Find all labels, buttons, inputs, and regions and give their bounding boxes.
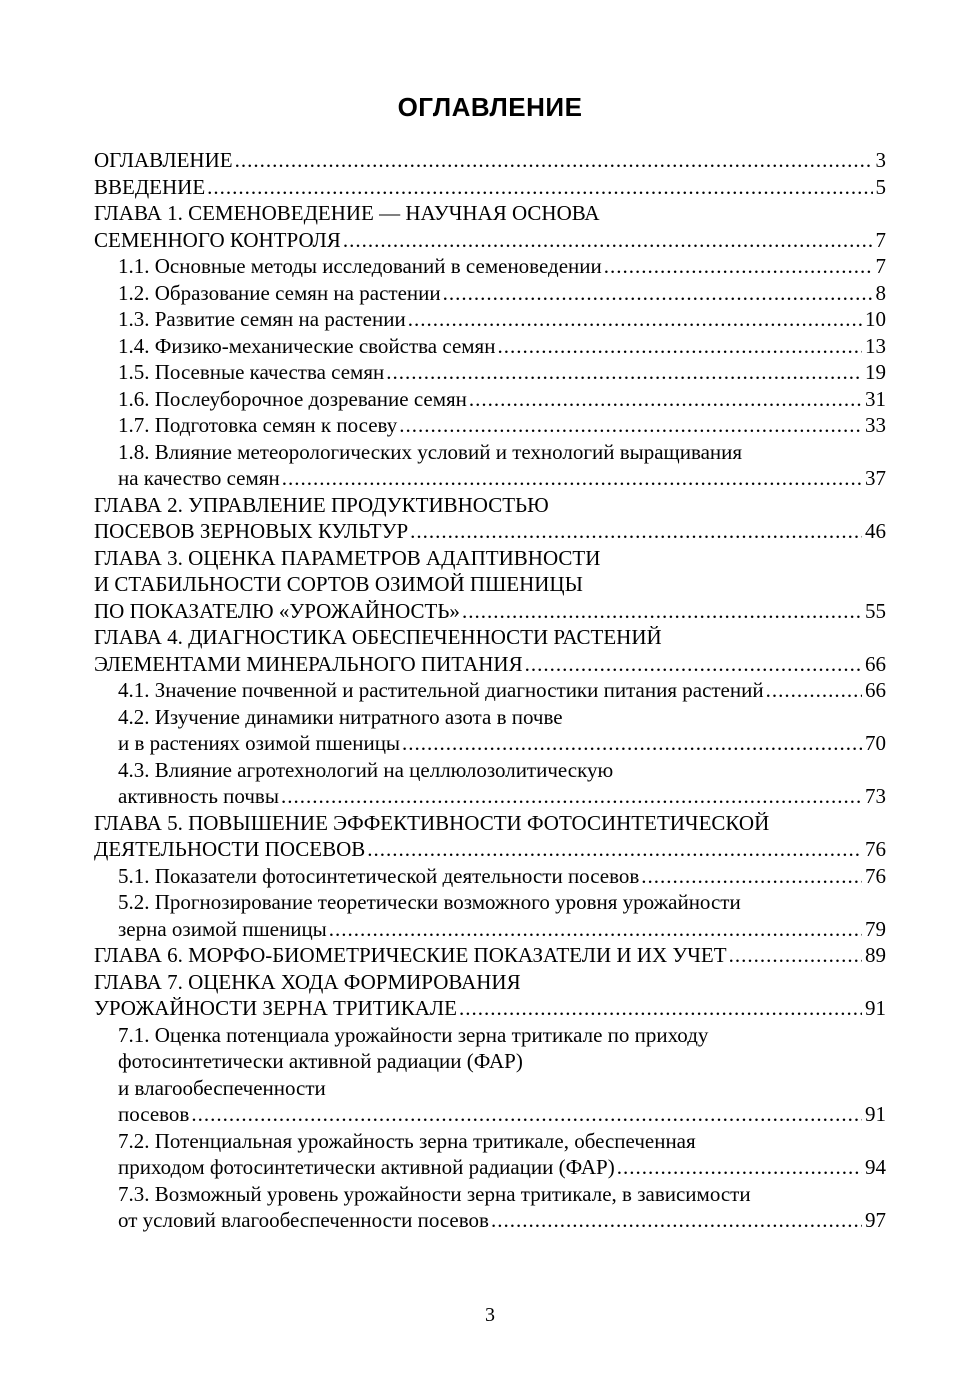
toc-page-number: 70 bbox=[865, 731, 886, 755]
toc-page-number: 76 bbox=[865, 837, 886, 861]
toc-page-number: 91 bbox=[865, 1102, 886, 1126]
toc-entry-text: 1.4. Физико-механические свойства семян bbox=[118, 333, 496, 358]
toc-entry[interactable] bbox=[94, 942, 886, 969]
toc-entry-text: фотосинтетически активной радиации (ФАР) bbox=[118, 1049, 523, 1073]
dot-leader bbox=[641, 863, 862, 890]
dot-leader bbox=[525, 651, 862, 678]
toc-entry-text: 4.3. Влияние агротехнологий на целлюлозолитическую bbox=[118, 757, 614, 782]
dot-leader bbox=[766, 677, 862, 704]
toc-entry-last-line bbox=[94, 518, 886, 545]
dot-leader bbox=[281, 783, 862, 810]
toc-entry-last-line bbox=[118, 412, 886, 439]
toc-page-number: 7 bbox=[875, 254, 886, 278]
toc-entry-text: 1.8. Влияние метеорологических условий и технологий выращивания bbox=[118, 439, 743, 464]
toc-entry[interactable] bbox=[94, 969, 886, 1022]
toc-entry-text: ЭЛЕМЕНТАМИ МИНЕРАЛЬНОГО ПИТАНИЯ bbox=[94, 651, 523, 676]
toc-page-number: 19 bbox=[865, 360, 886, 384]
toc-page-number: 91 bbox=[865, 996, 886, 1020]
toc-entry-text: 4.2. Изучение динамики нитратного азота в почве bbox=[118, 704, 563, 729]
toc-entry-text: ДЕЯТЕЛЬНОСТИ ПОСЕВОВ bbox=[94, 837, 366, 861]
toc-entry-text: 1.5. Посевные качества семян bbox=[118, 360, 385, 384]
toc-entry-text: СЕМЕННОГО КОНТРОЛЯ bbox=[94, 227, 341, 252]
dot-leader bbox=[402, 730, 862, 757]
toc-entry-text: 7.3. Возможный уровень урожайности зерна тритикале, в зависимости bbox=[118, 1181, 751, 1206]
dot-leader bbox=[497, 333, 862, 360]
toc-entry[interactable] bbox=[118, 889, 886, 942]
toc-page-number: 3 bbox=[875, 148, 886, 172]
toc-entry-last-line bbox=[94, 598, 886, 625]
toc-entry-text: 5.2. Прогнозирование теоретически возможного уровня урожайности bbox=[118, 890, 741, 914]
toc-entry[interactable] bbox=[118, 677, 886, 704]
toc-entry-text: посевов bbox=[118, 1102, 190, 1126]
toc-entry-text: ГЛАВА 6. МОРФО-БИОМЕТРИЧЕСКИЕ ПОКАЗАТЕЛИ И ИХ УЧЕТ bbox=[94, 943, 727, 967]
dot-leader bbox=[410, 518, 862, 545]
toc-entry-last-line bbox=[118, 359, 886, 386]
toc-entry-last-line bbox=[118, 306, 886, 333]
toc-page-number: 79 bbox=[865, 916, 886, 941]
toc-entry-text: И СТАБИЛЬНОСТИ СОРТОВ ОЗИМОЙ ПШЕНИЦЫ bbox=[94, 572, 583, 596]
toc-entry[interactable] bbox=[118, 704, 886, 757]
toc-entry-last-line bbox=[94, 227, 886, 254]
toc-entry-last-line bbox=[94, 942, 886, 969]
toc-entry-text: ОГЛАВЛЕНИЕ bbox=[94, 148, 233, 172]
toc-entry-last-line bbox=[118, 1207, 886, 1234]
toc-page-number: 89 bbox=[865, 943, 886, 967]
toc-entry-last-line bbox=[94, 147, 886, 174]
toc-entry-last-line bbox=[118, 783, 886, 810]
toc-entry[interactable] bbox=[94, 147, 886, 174]
dot-leader bbox=[329, 916, 862, 943]
toc-entry-text: зерна озимой пшеницы bbox=[118, 916, 327, 941]
toc-entry-text: ГЛАВА 3. ОЦЕНКА ПАРАМЕТРОВ АДАПТИВНОСТИ bbox=[94, 545, 601, 570]
dot-leader bbox=[491, 1207, 862, 1234]
dot-leader bbox=[469, 386, 862, 413]
toc-entry-text: 7.1. Оценка потенциала урожайности зерна тритикале по приходу bbox=[118, 1022, 709, 1047]
toc-entry[interactable] bbox=[118, 333, 886, 360]
dot-leader bbox=[207, 174, 872, 201]
toc-entry-text: ГЛАВА 7. ОЦЕНКА ХОДА ФОРМИРОВАНИЯ bbox=[94, 969, 521, 994]
toc-entry-text: приходом фотосинтетически активной радиации (ФАР) bbox=[118, 1155, 615, 1179]
toc-entry[interactable] bbox=[118, 1128, 886, 1181]
toc-entry-text: ВВЕДЕНИЕ bbox=[94, 174, 206, 199]
toc-entry-text: 7.2. Потенциальная урожайность зерна тритикале, обеспеченная bbox=[118, 1128, 696, 1153]
table-of-contents bbox=[94, 147, 886, 1234]
toc-entry-text: 4.1. Значение почвенной и растительной диагностики питания растений bbox=[118, 678, 764, 702]
toc-entry-last-line bbox=[94, 174, 886, 201]
toc-entry-text: ГЛАВА 2. УПРАВЛЕНИЕ ПРОДУКТИВНОСТЬЮ bbox=[94, 492, 549, 517]
toc-page-number: 8 bbox=[875, 280, 886, 305]
dot-leader bbox=[367, 836, 862, 863]
toc-page-number: 94 bbox=[865, 1155, 886, 1179]
toc-entry[interactable] bbox=[118, 386, 886, 413]
toc-entry-text: от условий влагообеспеченности посевов bbox=[118, 1208, 489, 1232]
dot-leader bbox=[408, 306, 862, 333]
toc-entry-last-line bbox=[94, 995, 886, 1022]
toc-page-number: 13 bbox=[865, 333, 886, 358]
toc-entry-text: и в растениях озимой пшеницы bbox=[118, 731, 401, 755]
toc-entry[interactable] bbox=[118, 863, 886, 890]
toc-entry-text: УРОЖАЙНОСТИ ЗЕРНА ТРИТИКАЛЕ bbox=[94, 996, 457, 1020]
toc-entry[interactable] bbox=[94, 200, 886, 253]
toc-entry-text: 1.6. Послеуборочное дозревание семян bbox=[118, 386, 467, 411]
toc-page-number: 46 bbox=[865, 519, 886, 543]
toc-entry-text: 1.2. Образование семян на растении bbox=[118, 280, 441, 305]
toc-entry[interactable] bbox=[94, 545, 886, 625]
dot-leader bbox=[235, 147, 873, 174]
toc-page-number: 10 bbox=[865, 307, 886, 331]
dot-leader bbox=[343, 227, 873, 254]
toc-entry-text: ПО ПОКАЗАТЕЛЮ «УРОЖАЙНОСТЬ» bbox=[94, 598, 460, 623]
toc-entry-last-line bbox=[118, 863, 886, 890]
toc-entry-last-line bbox=[118, 916, 886, 943]
toc-page-number: 76 bbox=[865, 863, 886, 888]
toc-entry-text: 1.3. Развитие семян на растении bbox=[118, 307, 406, 331]
toc-entry[interactable] bbox=[94, 174, 886, 201]
toc-entry-text: активность почвы bbox=[118, 784, 279, 808]
dot-leader bbox=[459, 995, 862, 1022]
dot-leader bbox=[729, 942, 862, 969]
toc-entry-text: ГЛАВА 1. СЕМЕНОВЕДЕНИЕ — НАУЧНАЯ ОСНОВА bbox=[94, 201, 600, 225]
toc-entry[interactable] bbox=[118, 439, 886, 492]
toc-entry-last-line bbox=[118, 1154, 886, 1181]
toc-page-number: 66 bbox=[865, 651, 886, 676]
toc-entry-text: на качество семян bbox=[118, 466, 280, 490]
toc-entry[interactable] bbox=[118, 1181, 886, 1234]
toc-entry[interactable] bbox=[118, 412, 886, 439]
toc-entry-last-line bbox=[118, 730, 886, 757]
toc-page-number: 55 bbox=[865, 598, 886, 623]
toc-entry[interactable] bbox=[118, 306, 886, 333]
toc-entry-last-line bbox=[118, 333, 886, 360]
toc-entry-last-line bbox=[118, 386, 886, 413]
toc-page-number: 7 bbox=[875, 227, 886, 252]
dot-leader bbox=[604, 253, 873, 280]
dot-leader bbox=[399, 412, 862, 439]
toc-page-number: 97 bbox=[865, 1208, 886, 1232]
toc-entry-last-line bbox=[118, 677, 886, 704]
dot-leader bbox=[443, 280, 873, 307]
toc-entry[interactable] bbox=[94, 492, 886, 545]
toc-page-number: 66 bbox=[865, 678, 886, 702]
toc-entry[interactable] bbox=[118, 280, 886, 307]
toc-entry-text: 5.1. Показатели фотосинтетической деятельности посевов bbox=[118, 863, 640, 888]
dot-leader bbox=[191, 1101, 862, 1128]
dot-leader bbox=[282, 465, 862, 492]
toc-entry-text: и влагообеспеченности bbox=[118, 1075, 326, 1100]
toc-entry[interactable] bbox=[94, 624, 886, 677]
toc-entry-text: ГЛАВА 4. ДИАГНОСТИКА ОБЕСПЕЧЕННОСТИ РАСТЕНИЙ bbox=[94, 625, 662, 649]
toc-entry[interactable] bbox=[94, 810, 886, 863]
toc-entry-last-line bbox=[94, 651, 886, 678]
page-number: 3 bbox=[485, 1304, 495, 1326]
toc-entry[interactable] bbox=[118, 253, 886, 280]
toc-entry[interactable] bbox=[118, 757, 886, 810]
dot-leader bbox=[386, 359, 862, 386]
page-title: ОГЛАВЛЕНИЕ bbox=[397, 92, 583, 122]
toc-entry-last-line bbox=[118, 253, 886, 280]
toc-entry-text: ПОСЕВОВ ЗЕРНОВЫХ КУЛЬТУР bbox=[94, 519, 409, 543]
toc-page-number: 33 bbox=[865, 413, 886, 437]
toc-entry[interactable] bbox=[118, 1022, 886, 1128]
toc-entry-text: ГЛАВА 5. ПОВЫШЕНИЕ ЭФФЕКТИВНОСТИ ФОТОСИНТЕТИЧЕСКОЙ bbox=[94, 810, 770, 835]
toc-entry-last-line bbox=[94, 836, 886, 863]
toc-entry-last-line bbox=[118, 280, 886, 307]
toc-entry-last-line bbox=[118, 465, 886, 492]
toc-page-number: 37 bbox=[865, 466, 886, 490]
toc-page-number: 31 bbox=[865, 386, 886, 411]
toc-page-number: 73 bbox=[865, 784, 886, 808]
toc-entry-text: 1.1. Основные методы исследований в семеноведении bbox=[118, 254, 602, 278]
dot-leader bbox=[617, 1154, 862, 1181]
dot-leader bbox=[462, 598, 862, 625]
toc-page-number: 5 bbox=[875, 174, 886, 199]
toc-entry-text: 1.7. Подготовка семян к посеву bbox=[118, 413, 398, 437]
toc-entry[interactable] bbox=[118, 359, 886, 386]
toc-entry-last-line bbox=[118, 1101, 886, 1128]
